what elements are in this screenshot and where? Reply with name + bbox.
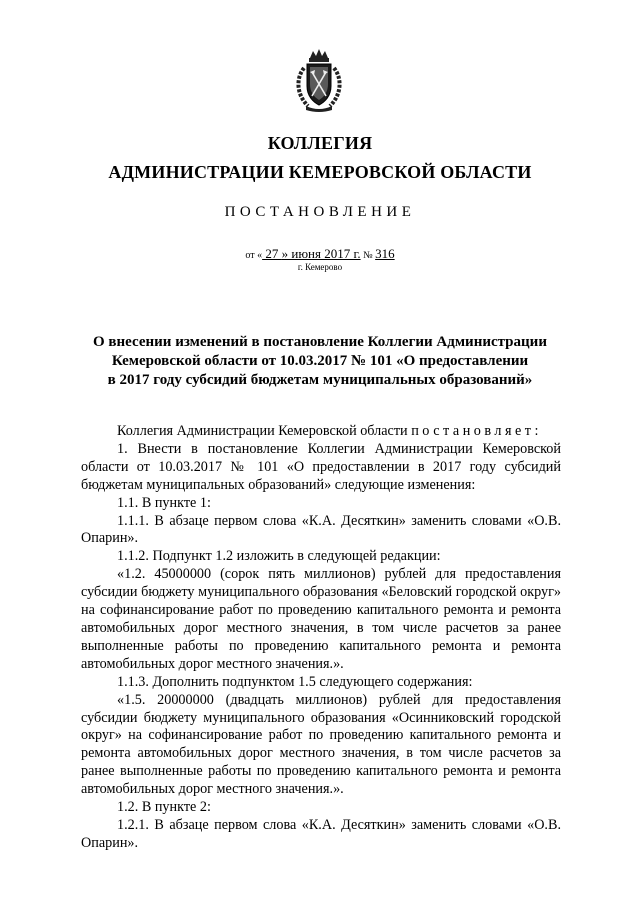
intro-verb: постановляет: <box>411 423 542 439</box>
organization-name-line1: КОЛЛЕГИЯ <box>267 133 373 153</box>
coat-of-arms-icon <box>290 48 348 114</box>
city: г. Кемерово <box>297 262 343 272</box>
intro-text: Коллегия Администрации Кемеровской области <box>117 423 408 439</box>
paragraph-1-2-1: 1.2.1. В абзаце первом слова «К.А. Десяткин» заменить словами «О.В. Опарин». <box>81 816 561 851</box>
paragraph-1-1: 1.1. В пункте 1: <box>117 494 211 511</box>
number-prefix: № <box>363 250 373 261</box>
organization-name-line2: АДМИНИСТРАЦИИ КЕМЕРОВСКОЙ ОБЛАСТИ <box>108 162 532 182</box>
title-line: в 2017 году субсидий бюджетам муниципальных образований» <box>107 372 533 388</box>
paragraph-1: 1. Внести в постановление Коллегии Администрации Кемеровской области от 10.03.2017 № 101 «О предоставлении в 2017 году субсидий бюджетам муниципальных образований» следующие изменения: <box>81 440 561 493</box>
quote-1-5: «1.5. 20000000 (двадцать миллионов) рублей для предоставления субсидии бюджету муниципального образования «Осинниковский городской округ» на софинансирование работ по проведению капитального ремонта и ремонта автомобильных дорог местного значения, в том числе расчетов за ранее выполненные работы по проведению капитального ремонта и ремонта автомобильных дорог местного значения.». <box>81 691 561 798</box>
document-title <box>60 333 580 390</box>
quote-1-2: «1.2. 45000000 (сорок пять миллионов) рублей для предоставления субсидии бюджету муниципального образования «Беловский городской округ» на софинансирование работ по проведению капитального ремонта и ремонта автомобильных дорог местного значения, в том числе расчетов за ранее выполненные работы по проведению капитального ремонта и ремонта автомобильных дорог местного значения.». <box>81 566 561 672</box>
intro-paragraph <box>81 423 561 441</box>
document-body <box>81 423 561 853</box>
paragraph-1-1-2: 1.1.2. Подпункт 1.2 изложить в следующей редакции: <box>117 548 441 565</box>
date-day: 27 <box>262 246 282 261</box>
date-prefix: от « <box>245 250 263 261</box>
title-line: О внесении изменений в постановление Коллегии Администрации <box>93 334 547 350</box>
title-line: Кемеровской области от 10.03.2017 № 101 «О предоставлении <box>111 353 529 369</box>
paragraph-1-2: 1.2. В пункте 2: <box>117 799 211 816</box>
document-number: 316 <box>375 246 395 261</box>
paragraph-1-1-1: 1.1.1. В абзаце первом слова «К.А. Десяткин» заменить словами «О.В. Опарин». <box>81 512 561 547</box>
date-month-year: » июня 2017 г. <box>281 246 361 261</box>
document-type: ПОСТАНОВЛЕНИЕ <box>224 204 416 220</box>
document-date-line <box>0 246 640 262</box>
paragraph-1-1-3: 1.1.3. Дополнить подпунктом 1.5 следующего содержания: <box>117 673 473 690</box>
